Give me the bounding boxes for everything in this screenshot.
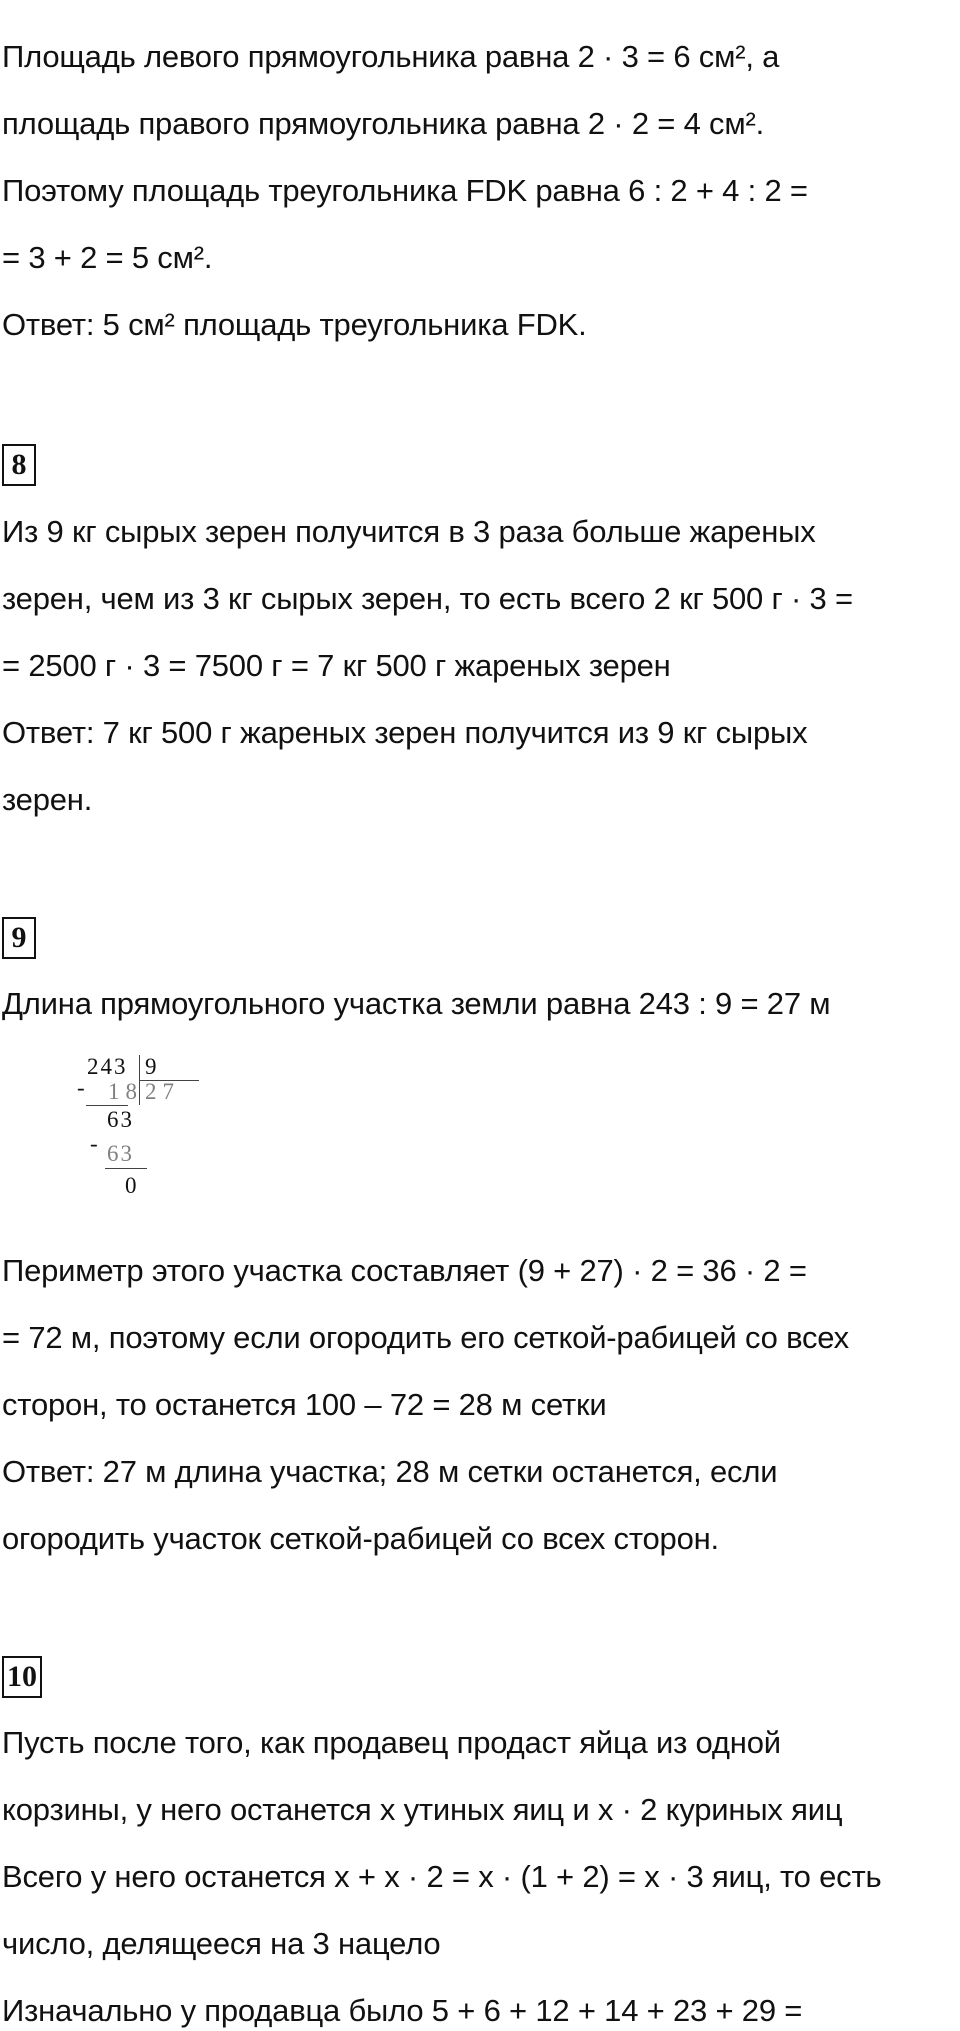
text-line: площадь правого прямоугольника равна 2 · 2 = 4 см². (2, 106, 764, 141)
division-quotient: 27 (145, 1079, 180, 1104)
text-line: Всего у него останется x + x · 2 = x · (1 + 2) = x · 3 яиц, то есть (2, 1859, 882, 1894)
division-rule (105, 1168, 147, 1169)
text-line: Ответ: 27 м длина участка; 28 м сетки останется, если (2, 1454, 778, 1489)
text-line: Периметр этого участка составляет (9 + 27) · 2 = 36 · 2 = (2, 1253, 807, 1288)
division-divisor: 9 (145, 1054, 157, 1079)
division-remainder: 63 (107, 1107, 134, 1132)
text-line: Изначально у продавца было 5 + 6 + 12 + 14 + 23 + 29 = (2, 1993, 803, 2028)
text-line: = 72 м, поэтому если огородить его сеткой-рабицей со всех (2, 1320, 849, 1355)
text-line: сторон, то останется 100 – 72 = 28 м сетки (2, 1387, 607, 1422)
task-number-8: 8 (2, 444, 36, 486)
text-line: корзины, у него останется x утиных яиц и x · 2 куриных яиц (2, 1792, 843, 1827)
text-line: зерен. (2, 782, 93, 817)
division-minus: - (90, 1131, 98, 1156)
division-final-remainder: 0 (125, 1173, 137, 1198)
text-line: = 3 + 2 = 5 см². (2, 240, 213, 275)
division-rule (86, 1105, 128, 1106)
text-line: Длина прямоугольного участка земли равна 243 : 9 = 27 м (2, 986, 831, 1021)
text-line: огородить участок сеткой-рабицей со всех сторон. (2, 1521, 719, 1556)
text-line: Пусть после того, как продавец продаст яйца из одной (2, 1725, 781, 1760)
text-line: = 2500 г · 3 = 7500 г = 7 кг 500 г жареных зерен (2, 648, 671, 683)
division-minus: - (77, 1075, 85, 1100)
text-line: Из 9 кг сырых зерен получится в 3 раза больше жареных (2, 514, 816, 549)
text-line: Поэтому площадь треугольника FDK равна 6 : 2 + 4 : 2 = (2, 173, 808, 208)
text-line: Ответ: 5 см² площадь треугольника FDK. (2, 307, 587, 342)
text-line: Площадь левого прямоугольника равна 2 · 3 = 6 см², а (2, 39, 780, 74)
division-subtrahend: 18 (108, 1079, 143, 1104)
long-division (75, 1053, 225, 1225)
division-subtrahend: 63 (107, 1141, 134, 1166)
text-line: число, делящееся на 3 нацело (2, 1926, 441, 1961)
text-line: зерен, чем из 3 кг сырых зерен, то есть всего 2 кг 500 г · 3 = (2, 581, 853, 616)
task-number-10: 10 (2, 1656, 42, 1698)
division-dividend: 243 (87, 1054, 128, 1079)
task-number-9: 9 (2, 917, 36, 959)
text-line: Ответ: 7 кг 500 г жареных зерен получится из 9 кг сырых (2, 715, 808, 750)
